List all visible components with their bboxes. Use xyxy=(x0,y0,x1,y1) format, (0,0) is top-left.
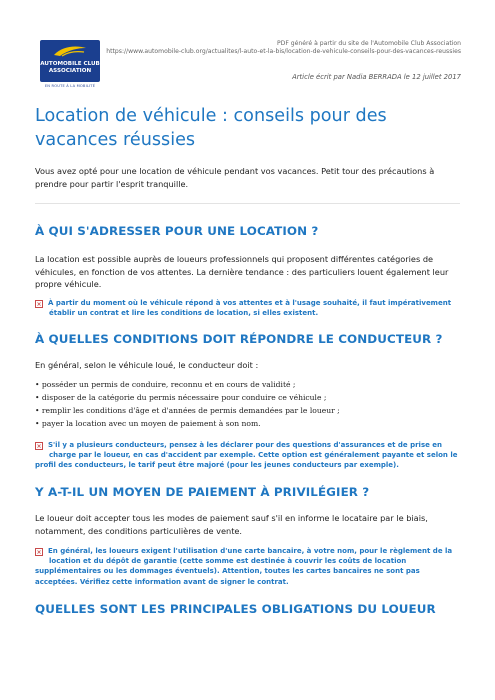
section-heading-obligations: QUELLES SONT LES PRINCIPALES OBLIGATIONS DU LOUEUR xyxy=(35,602,436,616)
pdf-note: PDF généré à partir du site de l'Automobile Club Association xyxy=(277,40,461,47)
article-intro: Vous avez opté pour une location de véhicule pendant vos vacances. Petit tour des précautions à prendre pour partir l'esprit tranquille. xyxy=(35,166,435,189)
section-body-payment: Le loueur doit accepter tous les modes de paiement sauf s'il en informe le locataire par le biais, notamment, des conditions particulières de vente. xyxy=(35,513,428,536)
section-heading-payment: Y A-T-IL UN MOYEN DE PAIEMENT À PRIVILÉGIER ? xyxy=(35,485,370,499)
section-body-conditions: En général, selon le véhicule loué, le conducteur doit : xyxy=(35,360,259,370)
logo-swoosh-icon xyxy=(52,44,88,58)
section-body-who: La location est possible auprès de loueurs professionnels qui proposent différentes catégories de véhicules, en fonction de vos attentes. La dernière tendance : des particuliers louent également leur propre véhicule. xyxy=(35,254,449,289)
broken-image-icon: × xyxy=(36,301,42,308)
info-note-conditions: × S'il y a plusieurs conducteurs, pensez à les déclarer pour des questions d'assurances et de prise en charge par le loueur, en cas d'accident par exemple. Cette option est généralement payante et selon le profil des conducteurs, le tarif peut être majoré (pour les jeunes conducteurs par exemple). xyxy=(35,441,458,470)
logo-name: AUTOMOBILE CLUB ASSOCIATION xyxy=(40,61,100,74)
conditions-list xyxy=(35,378,460,430)
divider xyxy=(35,203,460,204)
list-item: • posséder un permis de conduire, reconnu et en cours de validité ; xyxy=(35,378,460,391)
list-item: • payer la location avec un moyen de paiement à son nom. xyxy=(35,417,460,430)
brand-logo xyxy=(40,40,100,90)
source-url[interactable]: https://www.automobile-club.org/actualites/l-auto-et-la-bis/location-de-vehicule-conseils-pour-des-vacances-reussies xyxy=(106,48,461,55)
pdf-source-info xyxy=(101,40,461,56)
article-title: Location de véhicule : conseils pour des vacances réussies xyxy=(35,106,387,150)
logo-tagline: EN ROUTE À LA MOBILITÉ xyxy=(44,84,96,88)
list-item: • disposer de la catégorie du permis nécessaire pour conduire ce véhicule ; xyxy=(35,391,460,404)
author-line: Article écrit par Nadia BERRADA le 12 juillet 2017 xyxy=(292,73,461,81)
section-heading-who: À QUI S'ADRESSER POUR UNE LOCATION ? xyxy=(35,224,319,238)
list-item: • remplir les conditions d'âge et d'années de permis demandées par le loueur ; xyxy=(35,404,460,417)
logo-badge xyxy=(40,40,100,82)
broken-image-icon: × xyxy=(36,549,42,556)
info-note-payment: × En général, les loueurs exigent l'utilisation d'une carte bancaire, à votre nom, pour le règlement de la location et du dépôt de garantie (cette somme est destinée à couvrir les coûts de location supplémentaires ou les dommages éventuels). Attention, toutes les cartes bancaires ne sont pas acceptées. Vérifiez cette information avant de signer le contrat. xyxy=(35,547,453,586)
section-heading-conditions: À QUELLES CONDITIONS DOIT RÉPONDRE LE CONDUCTEUR ? xyxy=(35,332,443,346)
broken-image-icon: × xyxy=(36,443,42,450)
info-note-who: × À partir du moment où le véhicule répond à vos attentes et à l'usage souhaité, il faut impérativement établir un contrat et lire les conditions de location, si elles existent. xyxy=(36,299,452,318)
